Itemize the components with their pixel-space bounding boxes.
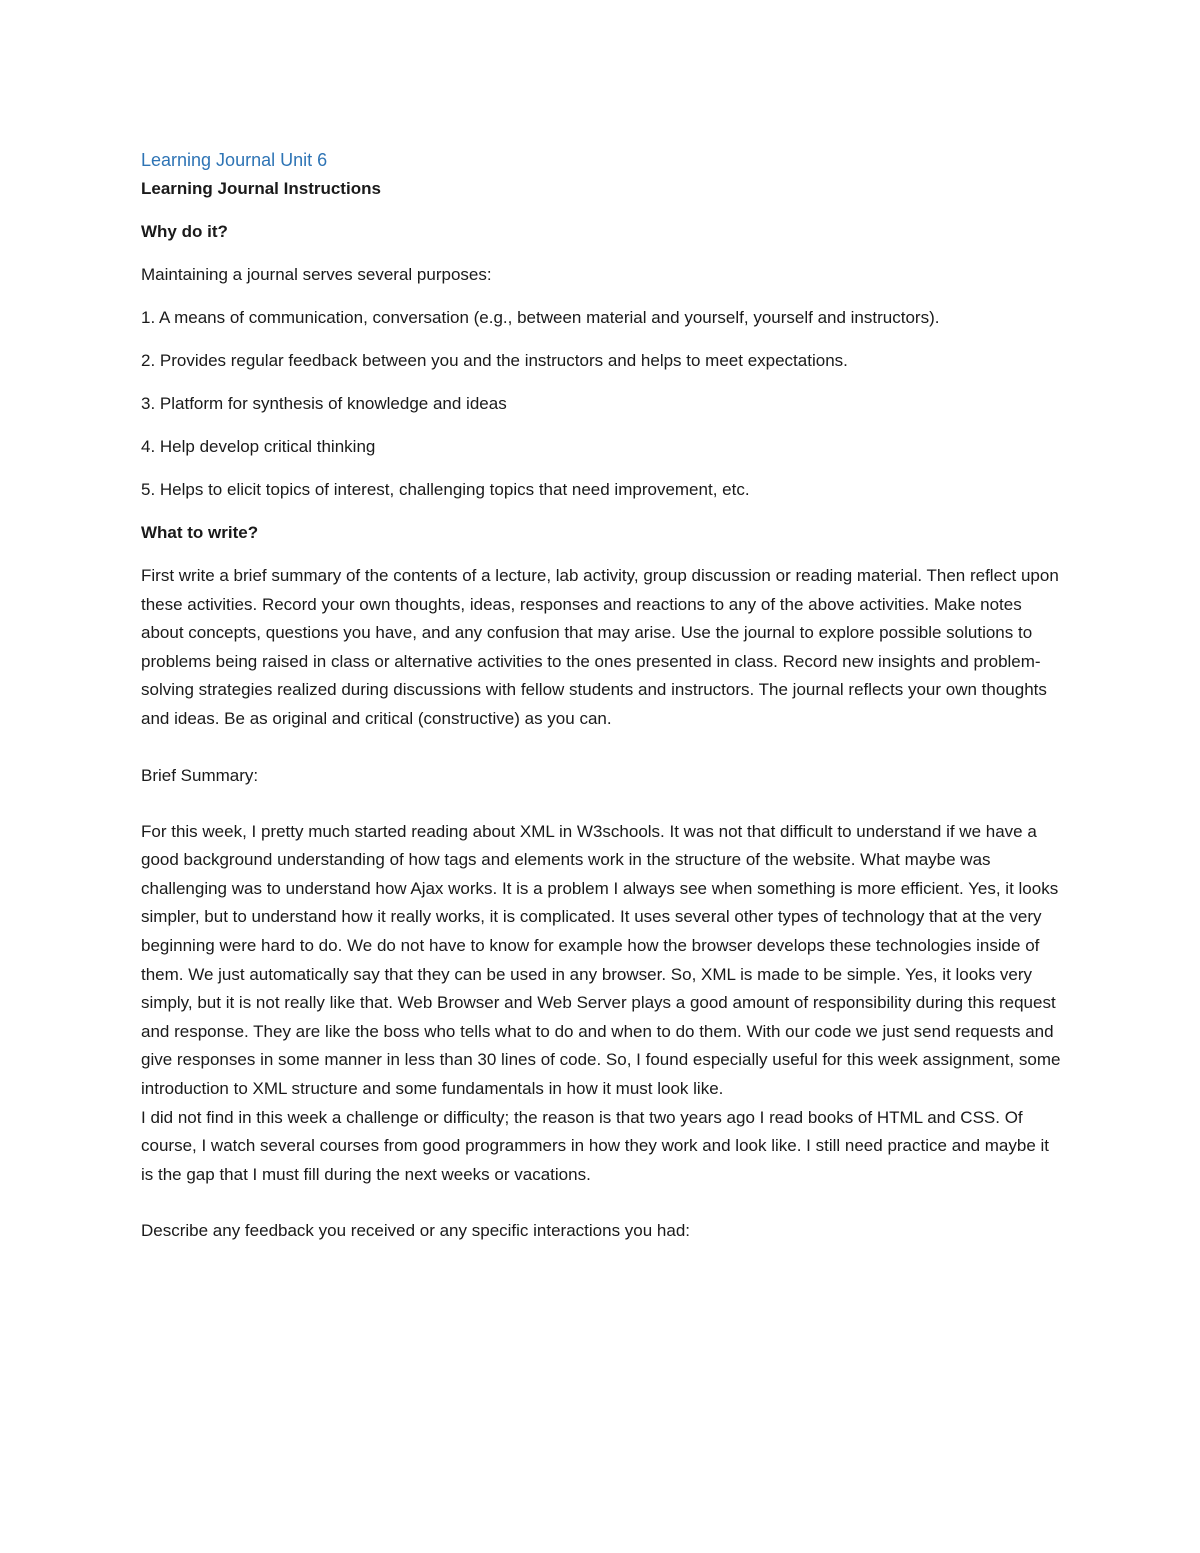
purpose-item: 2. Provides regular feedback between you and the instructors and helps to meet expectations. — [141, 351, 848, 370]
summary-label: Brief Summary: — [141, 765, 259, 785]
what-paragraph: First write a brief summary of the contents of a lecture, lab activity, group discussion or reading material. Then reflect upon these activities. Record your own thoughts, ideas, responses and reactions to any of the above activities. Make notes about concepts, questions you have, and any confusion that may arise. Use the journal to explore possible solutions to problems being raised in class or alternative activities to the ones presented in class. Record new insights and problem-solving strategies realized during discussions with fellow students and instructors. The journal reflects your own thoughts and ideas. Be as original and critical (constructive) as you can. — [141, 566, 1059, 728]
document-title: Learning Journal Unit 6 — [141, 150, 328, 170]
feedback-label: Describe any feedback you received or any specific interactions you had: — [141, 1221, 691, 1241]
document-body — [141, 146, 1066, 1260]
purpose-item: 1. A means of communication, conversation (e.g., between material and yourself, yourself and instructors). — [141, 308, 940, 327]
purpose-item: 5. Helps to elicit topics of interest, challenging topics that need improvement, etc. — [141, 480, 750, 499]
what-heading: What to write? — [141, 523, 259, 542]
instructions-heading: Learning Journal Instructions — [141, 179, 381, 198]
why-heading: Why do it? — [141, 222, 228, 241]
summary-paragraph: For this week, I pretty much started reading about XML in W3schools. It was not that difficult to understand if we have a good background understanding of how tags and elements work in the structure of the website. What maybe was challenging was to understand how Ajax works. It is a problem I always see when something is more efficient. Yes, it looks simpler, but to understand how it really works, it is complicated. It uses several other types of technology that at the very beginning were hard to do. We do not have to know for example how the browser develops these technologies inside of them. We just automatically say that they can be used in any browser. So, XML is made to be simple. Yes, it looks very simply, but it is not really like that. Web Browser and Web Server plays a good amount of responsibility during this request and response. They are like the boss who tells what to do and when to do them. With our code we just send requests and give responses in some manner in less than 30 lines of code. So, I found especially useful for this week assignment, some introduction to XML structure and some fundamentals in how it must look like. — [141, 821, 1061, 1098]
purpose-item: 3. Platform for synthesis of knowledge and ideas — [141, 394, 507, 413]
purposes-intro: Maintaining a journal serves several purposes: — [141, 265, 492, 284]
challenge-paragraph: I did not find in this week a challenge or difficulty; the reason is that two years ago I read books of HTML and CSS. Of course, I watch several courses from good programmers in how they work and look like. I still need practice and maybe it is the gap that I must fill during the next weeks or vacations. — [141, 1107, 1050, 1184]
purpose-item: 4. Help develop critical thinking — [141, 437, 376, 456]
